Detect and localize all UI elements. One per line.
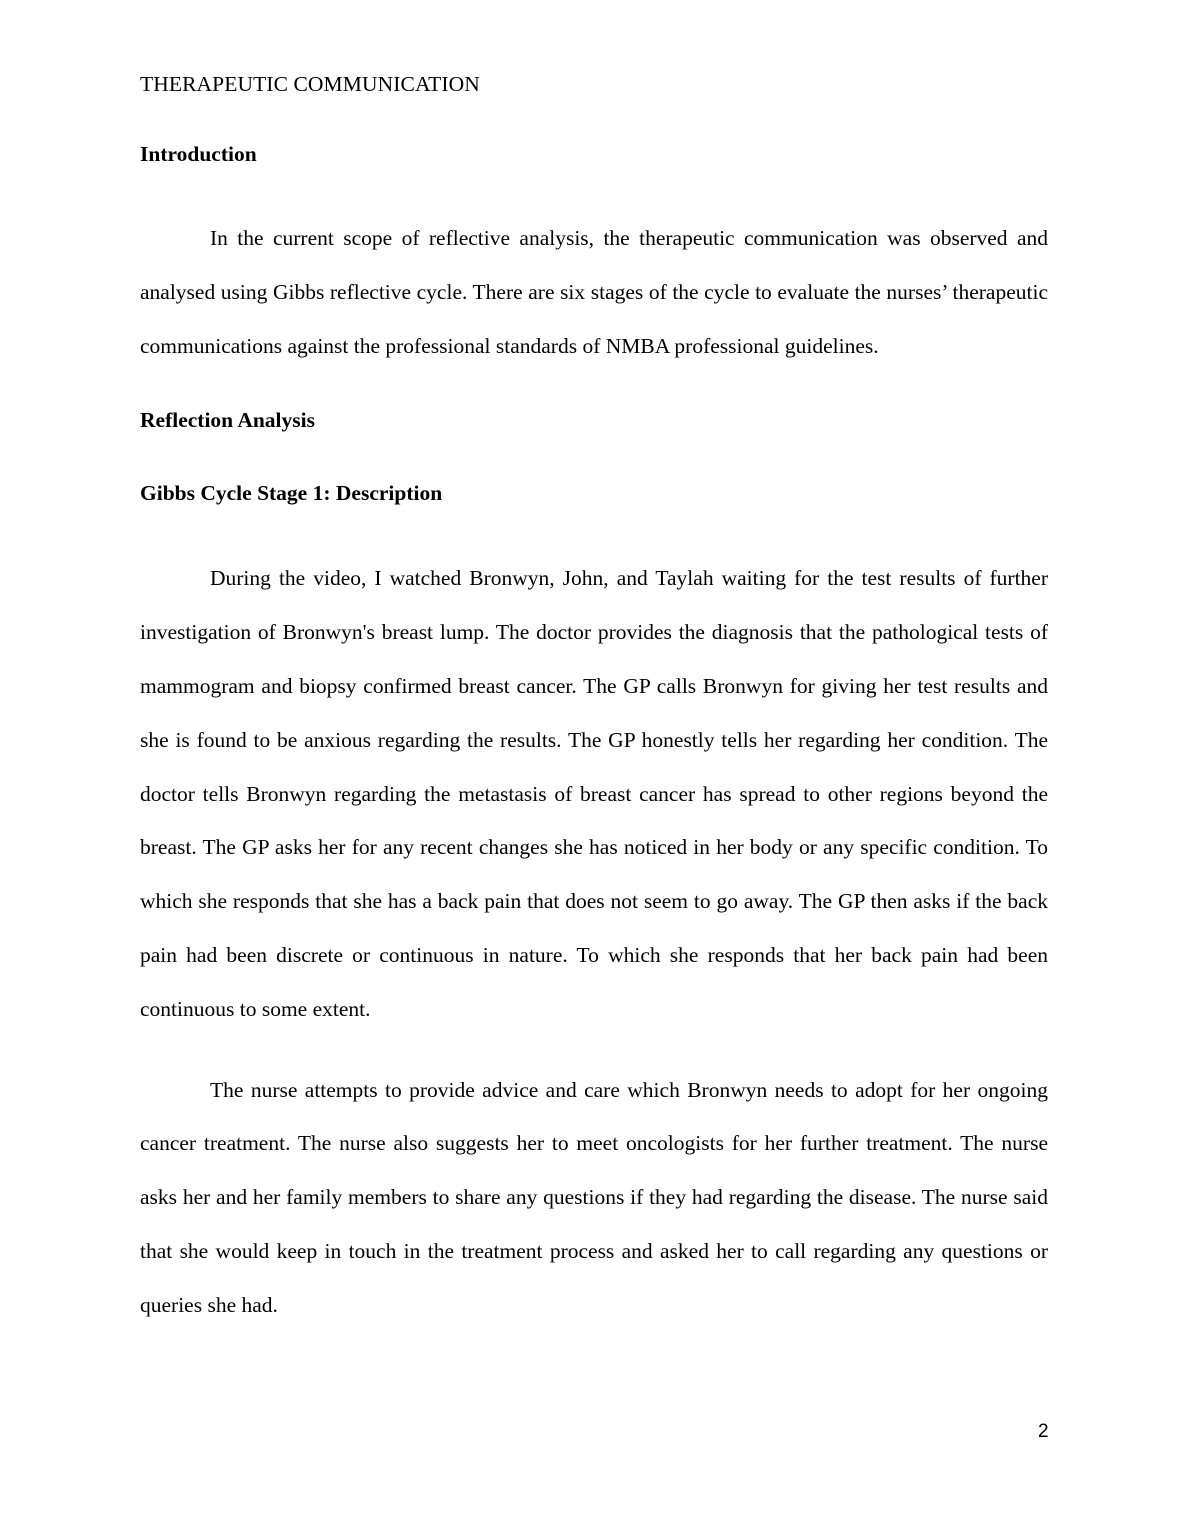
- stage1-paragraph-1: During the video, I watched Bronwyn, John, and Taylah waiting for the test results of further investigation of Bronwyn's breast lump. The doctor provides the diagnosis that the pathological tests of mammogram and biopsy confirmed breast cancer. The GP calls Bronwyn for giving her test results and she is found to be anxious regarding the results. The GP honestly tells her regarding her condition. The doctor tells Bronwyn regarding the metastasis of breast cancer has spread to other regions beyond the breast. The GP asks her for any recent changes she has noticed in her body or any specific condition. To which she responds that she has a back pain that does not seem to go away. The GP then asks if the back pain had been discrete or continuous in nature. To which she responds that her back pain had been continuous to some extent.: [140, 566, 1048, 1021]
- introduction-paragraph: In the current scope of reflective analysis, the therapeutic communication was observed and analysed using Gibbs reflective cycle. There are six stages of the cycle to evaluate the nurses’ therapeutic communications against the professional standards of NMBA professional guidelines.: [140, 226, 1048, 358]
- introduction-heading: Introduction: [140, 142, 257, 166]
- page-body: [140, 140, 1048, 1333]
- stage1-paragraph-2: The nurse attempts to provide advice and care which Bronwyn needs to adopt for her ongoing cancer treatment. The nurse also suggests her to meet oncologists for her further treatment. The nurse asks her and her family members to share any questions if they had regarding the disease. The nurse said that she would keep in touch in the treatment process and asked her to call regarding any questions or queries she had.: [140, 1077, 1048, 1317]
- stage1-description-heading: Gibbs Cycle Stage 1: Description: [140, 481, 443, 506]
- running-head: THERAPEUTIC COMMUNICATION: [140, 72, 480, 96]
- page-number: 2: [1038, 1421, 1049, 1442]
- reflection-analysis-heading: Reflection Analysis: [140, 408, 315, 433]
